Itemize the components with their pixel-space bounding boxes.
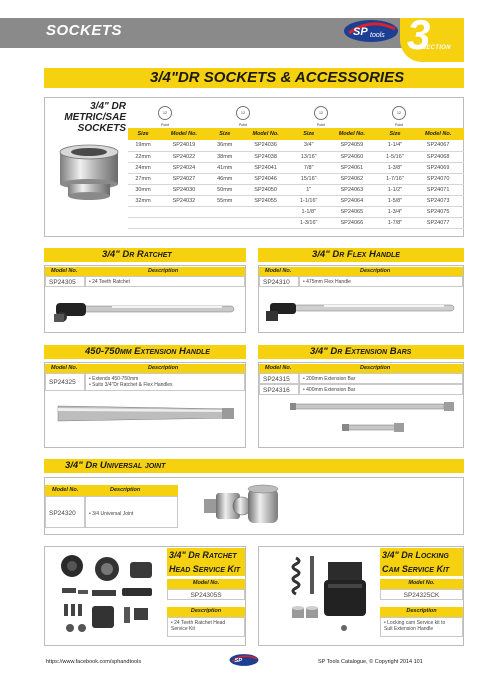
model-cell: SP24032	[158, 195, 210, 206]
col-desc: Description	[148, 365, 179, 371]
size-cell: 24mm	[128, 162, 158, 173]
ext-handle-desc: • Extends 450-750mm • Suits 3/4"Dr Ratchet & Flex Handles	[85, 373, 245, 391]
table-row	[128, 151, 464, 162]
ratchet-kit-desc-header: Description	[167, 607, 245, 617]
sp-tools-logo	[343, 19, 399, 43]
size-cell: 1-5/16"	[378, 151, 413, 162]
size-cell: 22mm	[128, 151, 158, 162]
page-number: 101	[413, 659, 423, 665]
header-title: SOCKETS	[46, 22, 123, 39]
model-cell: SP24065	[326, 206, 378, 217]
size-cell	[128, 217, 158, 228]
footer-logo	[229, 652, 259, 668]
section-word: SECTION	[422, 45, 451, 51]
ujoint-title: 3/4" DR UNIVERSAL JOINT	[65, 460, 166, 471]
12-point-icon: 12 Point	[158, 106, 172, 120]
size-cell	[128, 206, 158, 217]
table-row	[128, 140, 464, 151]
cam-kit-desc: • Locking cam Service kit to Suit Extension Handle	[380, 617, 463, 637]
model-cell	[240, 217, 292, 228]
model-cell: SP24046	[240, 173, 292, 184]
size-cell: 36mm	[210, 140, 240, 151]
col-size: Size	[378, 128, 413, 140]
model-cell: SP24038	[240, 151, 292, 162]
size-cell: 1-7/8"	[378, 217, 413, 228]
size-cell: 1"	[291, 184, 326, 195]
size-cell: 41mm	[210, 162, 240, 173]
model-cell: SP24059	[326, 140, 378, 151]
ext-bar-desc-2: • 400mm Extension Bar	[299, 384, 463, 395]
model-cell: SP24069	[412, 162, 464, 173]
ratchet-kit-title: 3/4" DR RATCHET HEAD SERVICE KIT	[169, 550, 241, 574]
size-cell: 1-3/8"	[378, 162, 413, 173]
ext-bar-desc-1: • 200mm Extension Bar	[299, 373, 463, 384]
col-size: Size	[128, 128, 158, 140]
cam-kit-title: 3/4" DR LOCKING CAM SERVICE KIT	[382, 550, 450, 574]
col-desc: Description	[110, 487, 141, 493]
ratchet-kit-parts-image	[52, 552, 162, 642]
model-cell: SP24036	[240, 140, 292, 151]
footer-url[interactable]: https://www.facebook.com/sphandtools	[46, 659, 142, 665]
ratchet-kit-model: SP24305S	[167, 589, 245, 600]
size-cell: 38mm	[210, 151, 240, 162]
model-cell: SP24068	[412, 151, 464, 162]
model-cell: SP24019	[158, 140, 210, 151]
col-size: Size	[210, 128, 240, 140]
model-cell: SP24075	[412, 206, 464, 217]
model-cell: SP24067	[412, 140, 464, 151]
svg-text:tools: tools	[370, 32, 385, 39]
sockets-title: 3/4" DR METRIC/SAE SOCKETS	[64, 101, 126, 134]
sockets-table	[128, 128, 464, 229]
ratchet-kit-desc: • 24 Teeth Ratchet Head Service Kit	[167, 617, 245, 637]
table-row	[128, 162, 464, 173]
ratchet-title: 3/4" DR RATCHET	[102, 249, 172, 260]
table-row	[128, 217, 464, 228]
model-cell	[158, 217, 210, 228]
size-cell: 15/16"	[291, 173, 326, 184]
model-cell: SP24030	[158, 184, 210, 195]
ujoint-desc: • 3/4 Universal Joint	[85, 496, 178, 528]
size-cell: 1-7/16"	[378, 173, 413, 184]
size-cell: 46mm	[210, 173, 240, 184]
model-cell: SP24071	[412, 184, 464, 195]
12-point-icon: 12 Point	[392, 106, 406, 120]
cam-kit-model-header: Model No.	[380, 579, 463, 589]
ext-bar-model-1: SP24315	[259, 373, 299, 384]
size-cell: 1-5/8"	[378, 195, 413, 206]
size-cell: 1-1/8"	[291, 206, 326, 217]
col-model: Model No.	[326, 128, 378, 140]
size-cell: 1-1/16"	[291, 195, 326, 206]
model-cell: SP24060	[326, 151, 378, 162]
sockets-table-header	[128, 128, 464, 140]
ext-bars-image	[290, 398, 458, 438]
model-cell: SP24050	[240, 184, 292, 195]
col-model: Model No.	[240, 128, 292, 140]
ext-handle-model: SP24325	[45, 373, 85, 391]
cam-kit-model: SP24325CK	[380, 589, 463, 600]
table-row	[128, 184, 464, 195]
model-cell: SP24070	[412, 173, 464, 184]
col-model: Model No.	[265, 268, 292, 274]
flex-title: 3/4" DR FLEX HANDLE	[312, 249, 400, 260]
flex-handle-image	[264, 295, 460, 325]
ext-handle-title: 450-750MM EXTENSION HANDLE	[85, 346, 210, 357]
size-cell: 50mm	[210, 184, 240, 195]
flex-desc: • 475mm Flex Handle	[299, 276, 463, 287]
size-cell: 1-3/16"	[291, 217, 326, 228]
cam-kit-desc-header: Description	[380, 607, 463, 617]
size-cell: 1-1/4"	[378, 140, 413, 151]
col-desc: Description	[148, 268, 179, 274]
flex-model: SP24310	[259, 276, 299, 287]
size-cell: 27mm	[128, 173, 158, 184]
ratchet-kit-model-header: Model No.	[167, 579, 245, 589]
socket-image	[54, 144, 124, 202]
model-cell: SP24022	[158, 151, 210, 162]
size-cell: 3/4"	[291, 140, 326, 151]
ujoint-model: SP24320	[45, 496, 85, 528]
model-cell	[240, 206, 292, 217]
page-title: 3/4"DR SOCKETS & ACCESSORIES	[150, 69, 405, 86]
model-cell: SP24055	[240, 195, 292, 206]
footer-catalogue: SP Tools Catalogue, © Copyright 2014 101	[318, 659, 423, 665]
col-model: Model No.	[265, 365, 292, 371]
col-model: Model No.	[51, 268, 78, 274]
svg-text:SP: SP	[234, 658, 243, 665]
ujoint-image	[200, 479, 290, 534]
ratchet-model: SP24305	[45, 276, 85, 287]
size-cell: 1-1/2"	[378, 184, 413, 195]
size-cell: 32mm	[128, 195, 158, 206]
col-model: Model No.	[412, 128, 464, 140]
size-cell: 1-3/4"	[378, 206, 413, 217]
model-cell: SP24024	[158, 162, 210, 173]
section-number: 3	[407, 11, 431, 58]
table-row	[128, 206, 464, 217]
model-cell: SP24066	[326, 217, 378, 228]
size-cell: 19mm	[128, 140, 158, 151]
model-cell: SP24064	[326, 195, 378, 206]
12-point-icon: 12 Point	[314, 106, 328, 120]
col-model: Model No.	[52, 487, 79, 493]
model-cell: SP24062	[326, 173, 378, 184]
size-cell	[210, 217, 240, 228]
col-model: Model No.	[158, 128, 210, 140]
col-size: Size	[291, 128, 326, 140]
size-cell: 7/8"	[291, 162, 326, 173]
col-desc: Description	[360, 268, 391, 274]
model-cell: SP24073	[412, 195, 464, 206]
cam-kit-parts-image	[282, 552, 376, 642]
col-model: Model No.	[51, 365, 78, 371]
ext-bars-title: 3/4" DR EXTENSION BARS	[310, 346, 412, 357]
size-cell	[210, 206, 240, 217]
col-desc: Description	[360, 365, 391, 371]
table-row	[128, 173, 464, 184]
size-cell: 55mm	[210, 195, 240, 206]
model-cell: SP24063	[326, 184, 378, 195]
svg-text:SP: SP	[353, 26, 368, 38]
model-cell	[158, 206, 210, 217]
12-point-icon: 12 Point	[236, 106, 250, 120]
model-cell: SP24027	[158, 173, 210, 184]
ext-handle-image	[52, 396, 240, 432]
model-cell: SP24041	[240, 162, 292, 173]
table-row	[128, 195, 464, 206]
size-cell: 13/16"	[291, 151, 326, 162]
ext-bar-model-2: SP24316	[259, 384, 299, 395]
model-cell: SP24061	[326, 162, 378, 173]
model-cell: SP24077	[412, 217, 464, 228]
ratchet-desc: • 24 Teeth Ratchet	[85, 276, 245, 287]
size-cell: 30mm	[128, 184, 158, 195]
ratchet-image	[52, 297, 240, 325]
